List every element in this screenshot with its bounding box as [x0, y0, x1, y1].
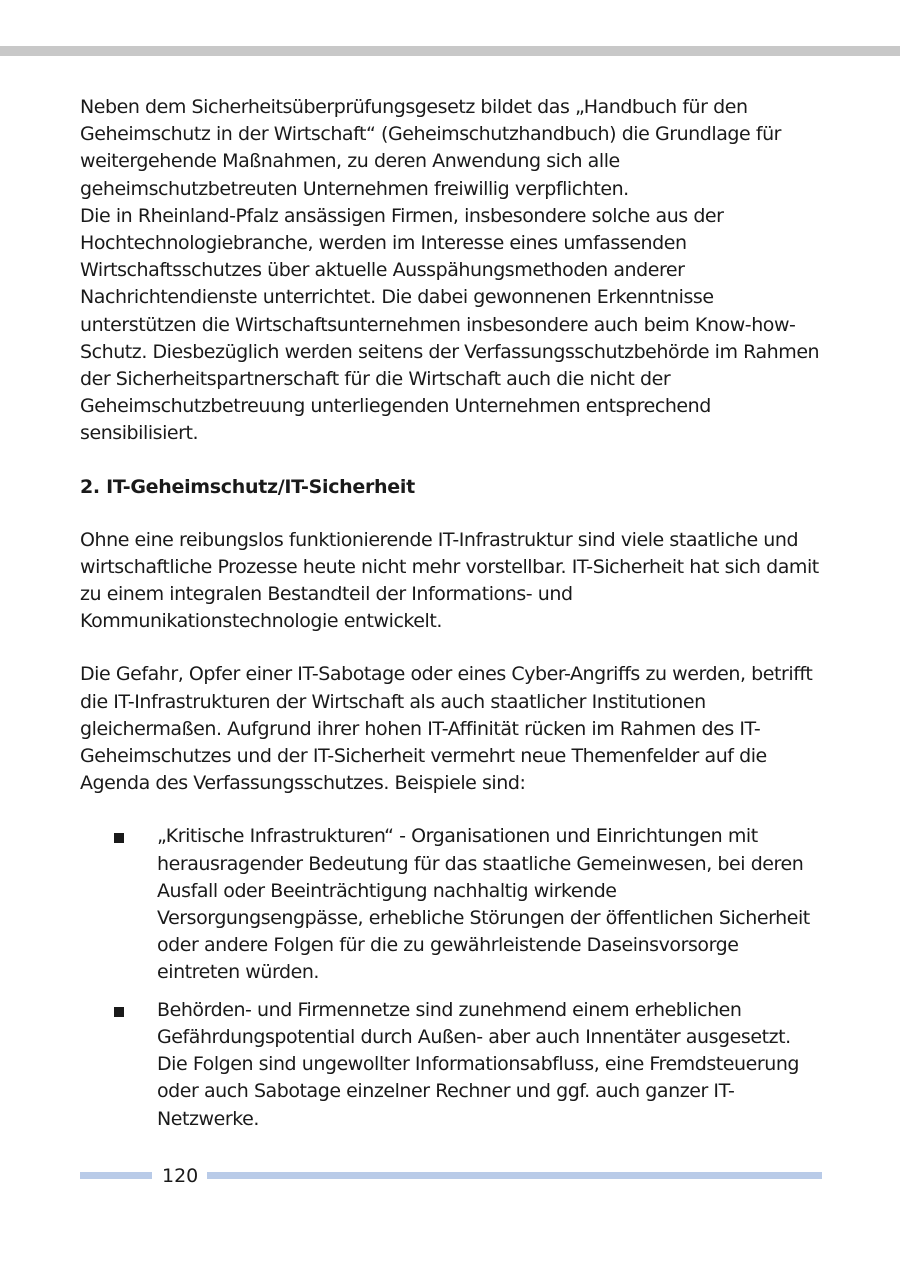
top-rule [0, 46, 900, 56]
square-bullet-icon [114, 833, 124, 843]
list-item [80, 823, 822, 986]
footer-bar-left [80, 1172, 152, 1179]
list-item-text: Behörden- und Firmennetze sind zunehmend einem erheblichen Gefährdungspotential durch Außen- aber auch Innentäter ausgesetzt. Die Folgen sind ungewollter Informationsabfluss, eine Fremdsteuerung oder auch Sabotage einzelner Rechner und ggf. auch ganzer IT-Netzwerke. [157, 998, 800, 1130]
page-footer [80, 1163, 822, 1189]
intro-paragraph: Neben dem Sicherheitsüberprüfungsgesetz bildet das „Handbuch für den Geheimschutz in der Wirtschaft“ (Geheimschutzhandbuch) die Grundlage für weitergehende Maßnahmen, zu deren Anwendung sich alle geheimschutzbetreuten Unternehmen freiwillig verpflichten. [80, 96, 782, 200]
page-number: 120 [162, 1165, 199, 1187]
rlp-paragraph: Die in Rheinland-Pfalz ansässigen Firmen, insbesondere solche aus der Hochtechnologiebranche, werden im Interesse eines umfassenden Wirtschaftsschutzes über aktuelle Ausspähungsmethoden anderer Nachrichtendienste unterrichtet. Die dabei gewonnenen Erkenntnisse unterstützen die Wirtschaftsunternehmen insbesondere auch beim Know-how-Schutz. Diesbezüglich werden seitens der Verfassungsschutzbehörde im Rahmen der Sicherheitspartnerschaft für die Wirtschaft auch die nicht der Geheimschutzbetreuung unterliegenden Unternehmen entsprechend sensibilisiert. [80, 204, 820, 445]
threat-paragraph: Die Gefahr, Opfer einer IT-Sabotage oder eines Cyber-Angriffs zu werden, betrifft die IT-Infrastrukturen der Wirtschaft als auch staatlicher Institutionen gleichermaßen. Aufgrund ihrer hohen IT-Affinität rücken im Rahmen des IT-Geheimschutzes und der IT-Sicherheit vermehrt neue Themenfelder auf die Agenda des Verfassungsschutzes. Beispiele sind: [80, 663, 813, 795]
page-content [80, 94, 822, 1133]
footer-bar-right [207, 1172, 822, 1179]
it-infrastructure-paragraph: Ohne eine reibungslos funktionierende IT-Infrastruktur sind viele staatliche und wirtschaftliche Prozesse heute nicht mehr vorstellbar. IT-Sicherheit hat sich damit zu einem integralen Bestandteil der Informations- und Kommunikationstechnologie entwickelt. [80, 528, 819, 633]
list-item [80, 997, 822, 1133]
examples-list [80, 823, 822, 1132]
section-heading: 2. IT-Geheimschutz/IT-Sicherheit [80, 475, 415, 498]
list-item-text: „Kritische Infrastrukturen“ - Organisationen und Einrichtungen mit herausragender Bedeutung für das staatliche Gemeinwesen, bei deren Ausfall oder Beeinträchtigung nachhaltig wirkende Versorgungsengpässe, erhebliche Störungen der öffentlichen Sicherheit oder andere Folgen für die zu gewährleistende Daseinsvorsorge eintreten würden. [157, 825, 810, 984]
square-bullet-icon [114, 1007, 124, 1017]
